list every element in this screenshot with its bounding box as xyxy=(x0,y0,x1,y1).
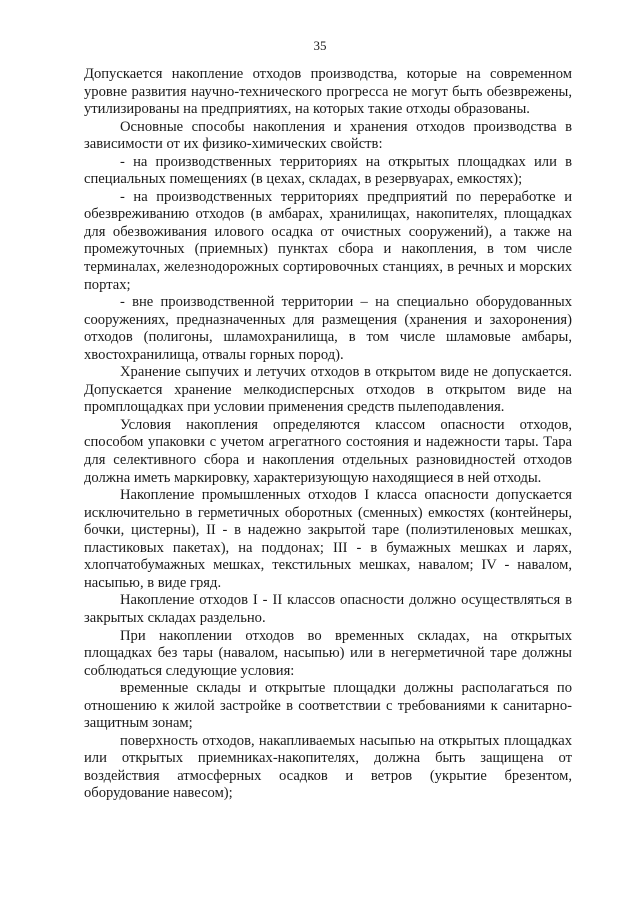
paragraph-bulk-volatile-storage: Хранение сыпучих и летучих отходов в открытом виде не допускается. Допускается хранение мелкодисперсных отходов в открытом виде на промплощадках при условии применения средств пылеподавления. xyxy=(84,364,572,416)
list-item-outside-territory: - вне производственной территории – на специально оборудованных сооружениях, предназначенных для размещения (хранения и захоронения) отходов (полигоны, шламохранилища, в том числе шламовые амбары, хвостохранилища, отвалы горных пород). xyxy=(84,294,572,363)
list-item-sanitary-zones: временные склады и открытые площадки должны располагаться по отношению к жилой застройке в соответствии с требованиями к санитарно-защитным зонам; xyxy=(84,680,572,732)
document-body xyxy=(84,66,572,803)
paragraph-closed-warehouses: Накопление отходов I - II классов опасности должно осуществляться в закрытых складах раздельно. xyxy=(84,592,572,626)
paragraph-temporary-storage-conditions: При накоплении отходов во временных складах, на открытых площадках без тары (навалом, насыпью) или в негерметичной таре должны соблюдаться следующие условия: xyxy=(84,627,572,679)
paragraph-hazard-class-containers: Накопление промышленных отходов I класса опасности допускается исключительно в герметичных оборотных (сменных) емкостях (контейнеры, бочки, цистерны), II - в надежно закрытой таре (полиэтиленовых мешках, пластиковых пакетах), на поддонах; III - в бумажных мешках и ларях, хлопчатобумажных мешках, текстильных мешках, навалом; IV - навалом, насыпью, в виде гряд. xyxy=(84,487,572,591)
list-item-production-territory-open: - на производственных территориях на открытых площадках или в специальных помещениях (в цехах, складах, в резервуарах, емкостях); xyxy=(84,153,572,188)
paragraph-waste-accumulation-allowed: Допускается накопление отходов производства, которые на современном уровне развития научно-технического прогресса не могут быть обезврежены, утилизированы на предприятиях, на которых такие отходы образованы. xyxy=(84,66,572,118)
list-item-surface-protection: поверхность отходов, накапливаемых насыпью на открытых площадках или открытых приемниках-накопителях, должна быть защищена от воздействия атмосферных осадков и ветров (укрытие брезентом, оборудование навесом); xyxy=(84,732,572,802)
paragraph-storage-methods-intro: Основные способы накопления и хранения отходов производства в зависимости от их физико-химических свойств: xyxy=(84,118,572,153)
list-item-processing-enterprises: - на производственных территориях предприятий по переработке и обезвреживанию отходов (в амбарах, хранилищах, накопителях, площадках для обезвоживания илового осадка от очистных сооружений), а также на промежуточных (приемных) пунктах сбора и накопления, в том числе терминалах, железнодорожных сортировочных станциях, в речных и морских портах; xyxy=(84,188,572,293)
page-number: 35 xyxy=(313,38,327,53)
paragraph-accumulation-conditions: Условия накопления определяются классом опасности отходов, способом упаковки с учетом агрегатного состояния и надежности тары. Тара для селективного сбора и накопления отдельных разновидностей отходов должна иметь маркировку, характеризующую находящиеся в ней отходы. xyxy=(84,416,572,486)
